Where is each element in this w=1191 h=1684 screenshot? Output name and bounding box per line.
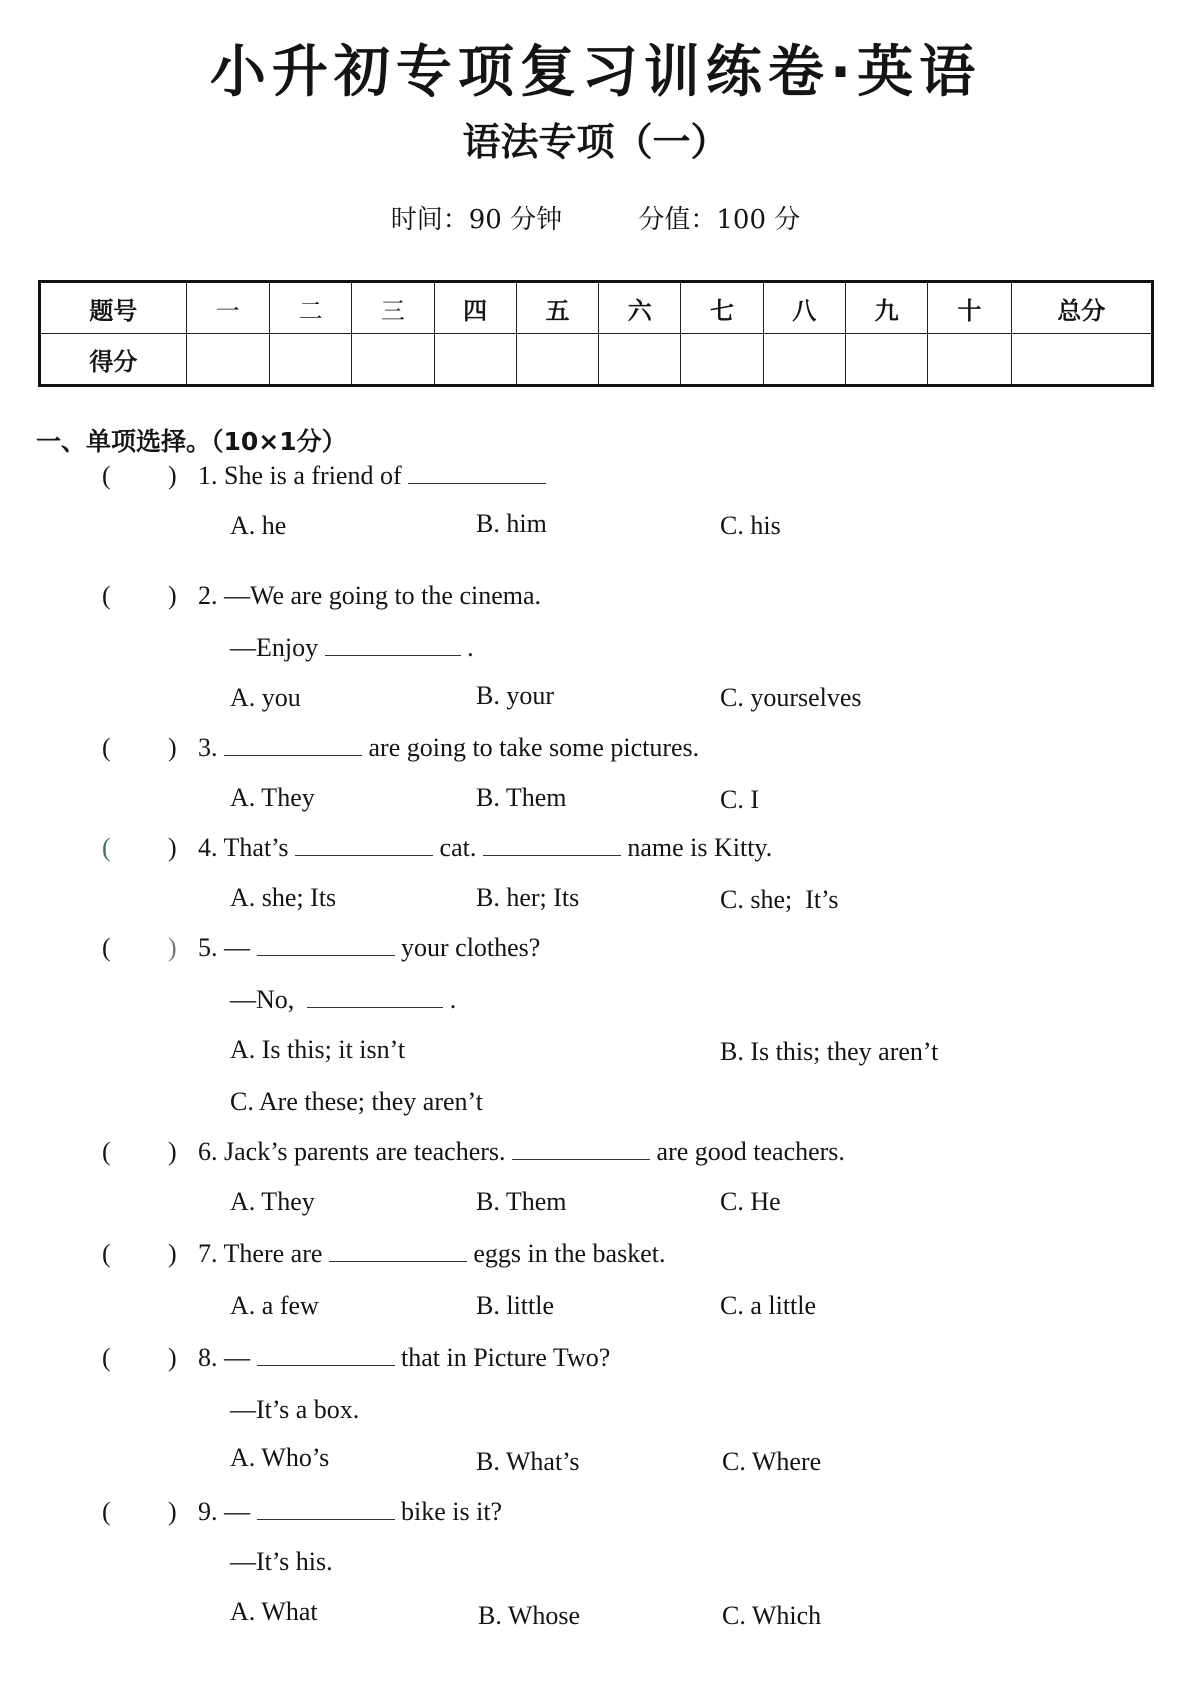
question-stem	[198, 930, 540, 966]
answer-paren-open: (	[102, 933, 111, 962]
option-a[interactable]: A. she; Its	[230, 883, 337, 912]
stem-text: are going to take some pictures.	[362, 733, 700, 762]
option-a[interactable]: A. a few	[230, 1291, 319, 1320]
score-table	[38, 280, 1154, 387]
column-header: 八	[763, 282, 845, 334]
answer-slot[interactable]	[114, 730, 164, 766]
stem-text: There are	[223, 1239, 329, 1268]
column-header: 三	[352, 282, 434, 334]
option-b[interactable]: B. little	[476, 1291, 554, 1320]
stem-text: —No,	[230, 985, 308, 1014]
option-a[interactable]: A. Is this; it isn’t	[230, 1035, 406, 1064]
blank[interactable]	[257, 1343, 395, 1366]
option-c[interactable]: C. I	[720, 785, 759, 814]
score-row	[40, 334, 1153, 386]
question-number: 8.	[198, 1343, 218, 1372]
exam-title: 小升初专项复习训练卷·英语	[209, 40, 982, 105]
question-stem	[198, 1494, 502, 1530]
column-header: 一	[186, 282, 269, 334]
score-cell[interactable]	[681, 334, 763, 386]
option-c[interactable]: C. Which	[722, 1601, 822, 1630]
question-number-row	[40, 282, 1153, 334]
option-c[interactable]: C. his	[720, 511, 781, 540]
column-header: 七	[681, 282, 763, 334]
question-stem-line-2: —It’s a box.	[230, 1395, 360, 1424]
answer-paren-close: )	[168, 1497, 177, 1526]
option-b[interactable]: B. Them	[476, 1187, 567, 1216]
score-cell[interactable]	[186, 334, 269, 386]
stem-text: Jack’s parents are teachers.	[224, 1137, 513, 1166]
blank[interactable]	[307, 985, 443, 1008]
answer-paren-close: )	[168, 1137, 177, 1166]
score-label: 分值：100 分	[638, 205, 801, 235]
answer-slot[interactable]	[114, 458, 164, 494]
stem-text: .	[460, 633, 474, 662]
answer-paren-open: (	[102, 581, 111, 610]
answer-paren-close: )	[168, 461, 177, 490]
option-a[interactable]: A. Who’s	[230, 1443, 330, 1472]
question-number: 2.	[198, 581, 218, 610]
column-header: 四	[434, 282, 516, 334]
answer-paren-open: (	[102, 833, 111, 862]
option-c[interactable]: C. a little	[720, 1291, 817, 1320]
option-c[interactable]: C. yourselves	[720, 683, 862, 712]
answer-paren-open: (	[102, 1343, 111, 1372]
score-cell[interactable]	[928, 334, 1011, 386]
stem-text: name is Kitty.	[620, 833, 773, 862]
question-number: 3.	[198, 733, 218, 762]
answer-paren-close: )	[168, 1343, 177, 1372]
stem-text: your clothes?	[394, 933, 541, 962]
column-header: 十	[928, 282, 1011, 334]
stem-text: —	[224, 933, 257, 962]
exam-subtitle: 语法专项（一）	[462, 120, 729, 164]
stem-text: that in Picture Two?	[394, 1343, 611, 1372]
score-cell[interactable]	[352, 334, 434, 386]
stem-text: bike is it?	[394, 1497, 503, 1526]
question-number: 6.	[198, 1137, 218, 1166]
score-cell[interactable]	[763, 334, 845, 386]
stem-text: —	[224, 1497, 257, 1526]
option-b[interactable]: B. Is this; they aren’t	[720, 1037, 939, 1066]
option-a[interactable]: A. you	[230, 683, 301, 712]
answer-paren-open: (	[102, 461, 111, 490]
answer-paren-open: (	[102, 1239, 111, 1268]
score-cell[interactable]	[434, 334, 516, 386]
answer-paren-close: )	[168, 1239, 177, 1268]
answer-paren-open: (	[102, 1497, 111, 1526]
answer-slot[interactable]	[114, 1494, 164, 1530]
answer-slot[interactable]	[114, 1134, 164, 1170]
answer-paren-close: )	[168, 581, 177, 610]
question-number: 1.	[198, 461, 218, 490]
blank[interactable]	[224, 733, 362, 756]
blank[interactable]	[408, 461, 546, 484]
score-cell[interactable]	[269, 334, 351, 386]
answer-paren-close: )	[168, 933, 177, 962]
answer-slot[interactable]	[114, 930, 164, 966]
answer-slot[interactable]	[114, 1236, 164, 1272]
stem-text: cat.	[433, 833, 483, 862]
question-number: 7.	[198, 1239, 218, 1268]
stem-text: .	[443, 985, 457, 1014]
stem-text: —Enjoy	[230, 633, 325, 662]
blank[interactable]	[329, 1239, 467, 1262]
option-c[interactable]: C. she; It’s	[720, 885, 839, 914]
answer-slot[interactable]	[114, 578, 164, 614]
stem-text: are good teachers.	[650, 1137, 845, 1166]
option-b[interactable]: B. your	[476, 681, 554, 710]
question-stem	[198, 1236, 665, 1272]
answer-paren-close: )	[168, 833, 177, 862]
option-a[interactable]: A. he	[230, 511, 287, 540]
blank[interactable]	[512, 1137, 650, 1160]
column-header: 五	[516, 282, 598, 334]
question-number: 9.	[198, 1497, 218, 1526]
answer-slot[interactable]	[114, 1340, 164, 1376]
row-label-question-number: 题号	[40, 282, 187, 334]
question-number: 4.	[198, 833, 218, 862]
question-number: 5.	[198, 933, 218, 962]
blank[interactable]	[483, 833, 621, 856]
option-c[interactable]: C. He	[720, 1187, 781, 1216]
stem-text: eggs in the basket.	[466, 1239, 666, 1268]
question-stem	[198, 730, 699, 766]
section-title: 一、单项选择。（10×1分）	[36, 427, 347, 456]
stem-text: That’s	[223, 833, 296, 862]
option-c[interactable]: C. Where	[722, 1447, 822, 1476]
score-cell-total[interactable]	[1011, 334, 1152, 386]
answer-paren-open: (	[102, 1137, 111, 1166]
score-cell[interactable]	[516, 334, 598, 386]
exam-meta	[0, 200, 1191, 240]
time-label: 时间：90 分钟	[390, 205, 563, 235]
column-header: 六	[599, 282, 681, 334]
answer-paren-open: (	[102, 733, 111, 762]
column-header: 九	[845, 282, 927, 334]
question-stem	[198, 578, 541, 614]
question-stem-line-2	[230, 982, 456, 1018]
score-cell[interactable]	[599, 334, 681, 386]
blank[interactable]	[325, 633, 461, 656]
stem-text: She is a friend of	[224, 461, 409, 490]
row-label-score: 得分	[40, 334, 187, 386]
option-b[interactable]: B. him	[476, 509, 547, 538]
column-header-total: 总分	[1011, 282, 1152, 334]
question-stem	[198, 458, 546, 494]
blank[interactable]	[257, 1497, 395, 1520]
option-c[interactable]: C. Are these; they aren’t	[230, 1087, 483, 1116]
answer-slot[interactable]	[114, 830, 164, 866]
stem-text: —	[224, 1343, 257, 1372]
answer-paren-close: )	[168, 733, 177, 762]
question-stem-line-2	[230, 630, 474, 666]
option-b[interactable]: B. What’s	[476, 1447, 580, 1476]
option-a[interactable]: A. They	[230, 783, 315, 812]
question-stem	[198, 830, 772, 866]
question-stem-line-2: —It’s his.	[230, 1547, 333, 1576]
option-b[interactable]: B. Whose	[478, 1601, 581, 1630]
score-cell[interactable]	[845, 334, 927, 386]
option-b[interactable]: B. her; Its	[476, 883, 580, 912]
column-header: 二	[269, 282, 351, 334]
stem-text: —We are going to the cinema.	[224, 581, 542, 610]
option-a[interactable]: A. They	[230, 1187, 315, 1216]
blank[interactable]	[295, 833, 433, 856]
blank[interactable]	[257, 933, 395, 956]
option-b[interactable]: B. Them	[476, 783, 567, 812]
question-stem	[198, 1134, 845, 1170]
question-stem	[198, 1340, 610, 1376]
option-a[interactable]: A. What	[230, 1597, 318, 1626]
